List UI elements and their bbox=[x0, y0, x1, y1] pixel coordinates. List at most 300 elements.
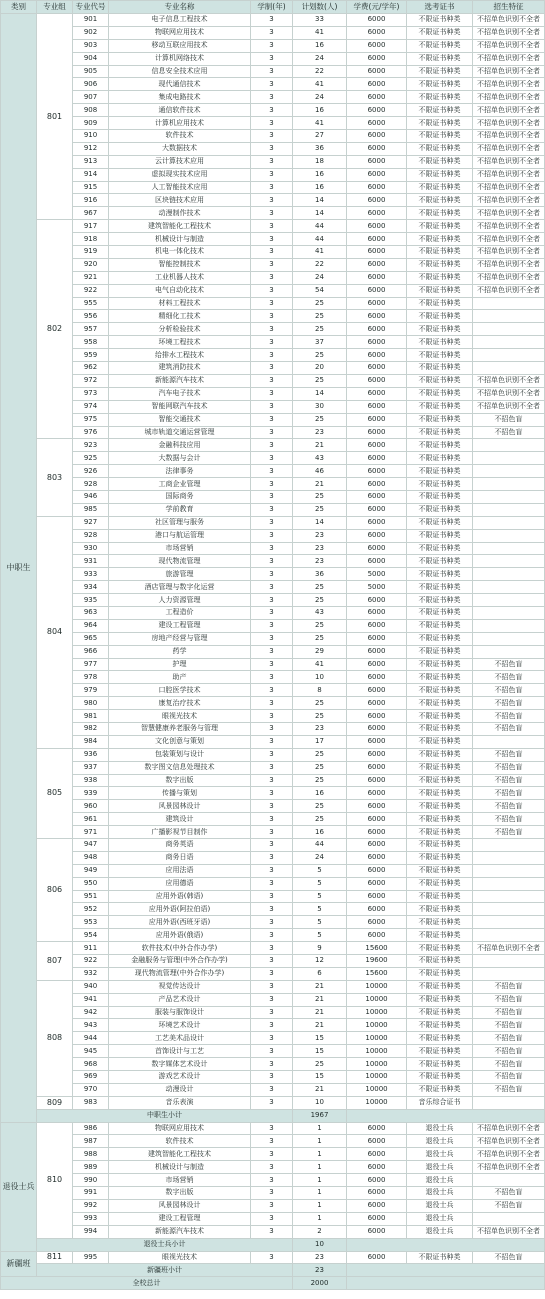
years-cell: 3 bbox=[251, 323, 293, 336]
certificate-cell: 退役士兵 bbox=[407, 1199, 473, 1212]
table-row bbox=[1, 168, 545, 181]
major-name-cell: 汽车电子技术 bbox=[109, 387, 251, 400]
restriction-cell bbox=[473, 864, 545, 877]
years-cell: 3 bbox=[251, 697, 293, 710]
restriction-cell: 不招色盲 bbox=[473, 748, 545, 761]
major-name-cell: 康复治疗技术 bbox=[109, 697, 251, 710]
restriction-cell bbox=[473, 1174, 545, 1187]
major-name-cell: 软件技术 bbox=[109, 1135, 251, 1148]
certificate-cell: 不限证书种类 bbox=[407, 65, 473, 78]
plan-count-cell: 21 bbox=[293, 1019, 347, 1032]
major-code-cell: 967 bbox=[73, 207, 109, 220]
table-row bbox=[1, 117, 545, 130]
certificate-cell: 不限证书种类 bbox=[407, 130, 473, 143]
certificate-cell: 退役士兵 bbox=[407, 1212, 473, 1225]
major-name-cell: 视觉传达设计 bbox=[109, 980, 251, 993]
group-cell: 807 bbox=[37, 942, 73, 981]
group-cell: 808 bbox=[37, 980, 73, 1096]
plan-count-cell: 25 bbox=[293, 349, 347, 362]
years-cell: 3 bbox=[251, 748, 293, 761]
restriction-cell: 不招单色识别不全者 bbox=[473, 168, 545, 181]
plan-count-cell: 41 bbox=[293, 26, 347, 39]
major-name-cell: 机电一体化技术 bbox=[109, 246, 251, 259]
tuition-cell: 6000 bbox=[347, 594, 407, 607]
major-code-cell: 987 bbox=[73, 1135, 109, 1148]
certificate-cell: 不限证书种类 bbox=[407, 413, 473, 426]
tuition-cell: 6000 bbox=[347, 800, 407, 813]
years-cell: 3 bbox=[251, 903, 293, 916]
major-code-cell: 954 bbox=[73, 929, 109, 942]
table-row bbox=[1, 813, 545, 826]
major-code-cell: 927 bbox=[73, 516, 109, 529]
major-code-cell: 912 bbox=[73, 142, 109, 155]
years-cell: 3 bbox=[251, 1251, 293, 1264]
certificate-cell: 不限证书种类 bbox=[407, 645, 473, 658]
years-cell: 3 bbox=[251, 39, 293, 52]
years-cell: 3 bbox=[251, 1225, 293, 1238]
years-cell: 3 bbox=[251, 1032, 293, 1045]
table-row bbox=[1, 439, 545, 452]
years-cell: 3 bbox=[251, 542, 293, 555]
certificate-cell: 不限证书种类 bbox=[407, 890, 473, 903]
years-cell: 3 bbox=[251, 117, 293, 130]
tuition-cell: 6000 bbox=[347, 310, 407, 323]
tuition-cell: 6000 bbox=[347, 426, 407, 439]
years-cell: 3 bbox=[251, 1083, 293, 1096]
restriction-cell: 不招单色识别不全者 bbox=[473, 26, 545, 39]
tuition-cell: 6000 bbox=[347, 851, 407, 864]
plan-count-cell: 37 bbox=[293, 336, 347, 349]
major-name-cell: 学前教育 bbox=[109, 503, 251, 516]
major-code-cell: 947 bbox=[73, 839, 109, 852]
restriction-cell bbox=[473, 490, 545, 503]
table-row bbox=[1, 490, 545, 503]
years-cell: 3 bbox=[251, 1058, 293, 1071]
years-cell: 3 bbox=[251, 310, 293, 323]
years-cell: 3 bbox=[251, 413, 293, 426]
table-row bbox=[1, 297, 545, 310]
tuition-cell: 6000 bbox=[347, 181, 407, 194]
certificate-cell: 不限证书种类 bbox=[407, 955, 473, 968]
major-code-cell: 946 bbox=[73, 490, 109, 503]
table-row bbox=[1, 374, 545, 387]
restriction-cell: 不招色盲 bbox=[473, 980, 545, 993]
major-code-cell: 928 bbox=[73, 478, 109, 491]
plan-count-cell: 23 bbox=[293, 1251, 347, 1264]
major-name-cell: 电气自动化技术 bbox=[109, 284, 251, 297]
major-code-cell: 903 bbox=[73, 39, 109, 52]
major-code-cell: 945 bbox=[73, 1045, 109, 1058]
category-cell: 新疆班 bbox=[1, 1251, 37, 1277]
certificate-cell: 不限证书种类 bbox=[407, 877, 473, 890]
plan-count-cell: 25 bbox=[293, 710, 347, 723]
major-code-cell: 907 bbox=[73, 91, 109, 104]
plan-count-cell: 44 bbox=[293, 839, 347, 852]
plan-count-cell: 41 bbox=[293, 117, 347, 130]
years-cell: 3 bbox=[251, 722, 293, 735]
restriction-cell: 不招单色识别不全者 bbox=[473, 1135, 545, 1148]
major-name-cell: 现代物流管理(中外合作办学) bbox=[109, 967, 251, 980]
plan-count-cell: 21 bbox=[293, 980, 347, 993]
years-cell: 3 bbox=[251, 1019, 293, 1032]
major-code-cell: 953 bbox=[73, 916, 109, 929]
major-code-cell: 993 bbox=[73, 1212, 109, 1225]
plan-count-cell: 44 bbox=[293, 220, 347, 233]
tuition-cell: 6000 bbox=[347, 490, 407, 503]
plan-count-cell: 23 bbox=[293, 555, 347, 568]
restriction-cell bbox=[473, 310, 545, 323]
table-row bbox=[1, 1032, 545, 1045]
tuition-cell: 6000 bbox=[347, 465, 407, 478]
plan-count-cell: 8 bbox=[293, 684, 347, 697]
tuition-cell: 6000 bbox=[347, 1225, 407, 1238]
certificate-cell: 不限证书种类 bbox=[407, 851, 473, 864]
certificate-cell: 不限证书种类 bbox=[407, 568, 473, 581]
table-row bbox=[1, 336, 545, 349]
years-cell: 3 bbox=[251, 26, 293, 39]
years-cell: 3 bbox=[251, 916, 293, 929]
plan-count-cell: 36 bbox=[293, 568, 347, 581]
major-code-cell: 994 bbox=[73, 1225, 109, 1238]
table-row bbox=[1, 310, 545, 323]
restriction-cell: 不招单色识别不全者 bbox=[473, 233, 545, 246]
plan-count-cell: 5 bbox=[293, 864, 347, 877]
years-cell: 3 bbox=[251, 581, 293, 594]
major-code-cell: 968 bbox=[73, 1058, 109, 1071]
table-row bbox=[1, 52, 545, 65]
major-name-cell: 工艺美术品设计 bbox=[109, 1032, 251, 1045]
tuition-cell: 6000 bbox=[347, 1148, 407, 1161]
certificate-cell: 不限证书种类 bbox=[407, 452, 473, 465]
tuition-cell: 6000 bbox=[347, 39, 407, 52]
certificate-cell: 不限证书种类 bbox=[407, 490, 473, 503]
major-name-cell: 环境工程技术 bbox=[109, 336, 251, 349]
tuition-cell: 6000 bbox=[347, 400, 407, 413]
restriction-cell: 不招色盲 bbox=[473, 774, 545, 787]
major-name-cell: 工程造价 bbox=[109, 606, 251, 619]
years-cell: 3 bbox=[251, 91, 293, 104]
major-code-cell: 906 bbox=[73, 78, 109, 91]
major-code-cell: 991 bbox=[73, 1187, 109, 1200]
certificate-cell: 不限证书种类 bbox=[407, 993, 473, 1006]
restriction-cell: 不招单色识别不全者 bbox=[473, 942, 545, 955]
major-name-cell: 药学 bbox=[109, 645, 251, 658]
plan-count-cell: 25 bbox=[293, 619, 347, 632]
table-row bbox=[1, 1212, 545, 1225]
major-code-cell: 982 bbox=[73, 722, 109, 735]
major-name-cell: 物联网应用技术 bbox=[109, 1122, 251, 1135]
restriction-cell bbox=[473, 542, 545, 555]
years-cell: 3 bbox=[251, 1045, 293, 1058]
tuition-cell: 6000 bbox=[347, 555, 407, 568]
major-code-cell: 980 bbox=[73, 697, 109, 710]
certificate-cell: 不限证书种类 bbox=[407, 426, 473, 439]
plan-count-cell: 16 bbox=[293, 826, 347, 839]
years-cell: 3 bbox=[251, 1122, 293, 1135]
major-code-cell: 963 bbox=[73, 606, 109, 619]
years-cell: 3 bbox=[251, 967, 293, 980]
table-row bbox=[1, 529, 545, 542]
major-code-cell: 948 bbox=[73, 851, 109, 864]
restriction-cell bbox=[473, 645, 545, 658]
header-certificate: 选考证书 bbox=[407, 1, 473, 14]
major-name-cell: 信息安全技术应用 bbox=[109, 65, 251, 78]
tuition-cell: 6000 bbox=[347, 362, 407, 375]
tuition-cell: 10000 bbox=[347, 1045, 407, 1058]
subtotal-value: 1967 bbox=[293, 1109, 347, 1122]
major-name-cell: 服装与服饰设计 bbox=[109, 1006, 251, 1019]
table-row bbox=[1, 1199, 545, 1212]
certificate-cell: 不限证书种类 bbox=[407, 503, 473, 516]
tuition-cell: 6000 bbox=[347, 26, 407, 39]
tuition-cell: 6000 bbox=[347, 671, 407, 684]
restriction-cell: 不招单色识别不全者 bbox=[473, 1161, 545, 1174]
years-cell: 3 bbox=[251, 52, 293, 65]
major-name-cell: 应用法语 bbox=[109, 864, 251, 877]
restriction-cell: 不招色盲 bbox=[473, 1071, 545, 1084]
plan-count-cell: 1 bbox=[293, 1148, 347, 1161]
restriction-cell bbox=[473, 606, 545, 619]
major-name-cell: 软件技术(中外合作办学) bbox=[109, 942, 251, 955]
total-value: 2000 bbox=[293, 1277, 347, 1290]
years-cell: 3 bbox=[251, 1199, 293, 1212]
restriction-cell bbox=[473, 839, 545, 852]
certificate-cell: 退役士兵 bbox=[407, 1122, 473, 1135]
restriction-cell: 不招单色识别不全者 bbox=[473, 284, 545, 297]
plan-count-cell: 25 bbox=[293, 774, 347, 787]
tuition-cell: 6000 bbox=[347, 142, 407, 155]
tuition-cell: 6000 bbox=[347, 658, 407, 671]
restriction-cell: 不招色盲 bbox=[473, 787, 545, 800]
restriction-cell: 不招色盲 bbox=[473, 413, 545, 426]
restriction-cell: 不招单色识别不全者 bbox=[473, 117, 545, 130]
years-cell: 3 bbox=[251, 710, 293, 723]
certificate-cell: 不限证书种类 bbox=[407, 516, 473, 529]
major-code-cell: 935 bbox=[73, 594, 109, 607]
plan-count-cell: 2 bbox=[293, 1225, 347, 1238]
tuition-cell: 6000 bbox=[347, 722, 407, 735]
restriction-cell: 不招色盲 bbox=[473, 1083, 545, 1096]
restriction-cell: 不招单色识别不全者 bbox=[473, 387, 545, 400]
years-cell: 3 bbox=[251, 980, 293, 993]
major-name-cell: 数字出版 bbox=[109, 1187, 251, 1200]
plan-count-cell: 24 bbox=[293, 52, 347, 65]
plan-count-cell: 5 bbox=[293, 916, 347, 929]
years-cell: 3 bbox=[251, 1096, 293, 1109]
table-row bbox=[1, 142, 545, 155]
restriction-cell bbox=[473, 851, 545, 864]
major-name-cell: 新能源汽车技术 bbox=[109, 374, 251, 387]
table-row bbox=[1, 349, 545, 362]
plan-count-cell: 10 bbox=[293, 671, 347, 684]
major-name-cell: 计算机应用技术 bbox=[109, 117, 251, 130]
plan-count-cell: 14 bbox=[293, 194, 347, 207]
plan-count-cell: 16 bbox=[293, 181, 347, 194]
table-row bbox=[1, 761, 545, 774]
restriction-cell bbox=[473, 890, 545, 903]
table-row bbox=[1, 722, 545, 735]
major-name-cell: 新能源汽车技术 bbox=[109, 1225, 251, 1238]
plan-count-cell: 41 bbox=[293, 78, 347, 91]
table-row bbox=[1, 452, 545, 465]
major-code-cell: 990 bbox=[73, 1174, 109, 1187]
tuition-cell: 6000 bbox=[347, 271, 407, 284]
years-cell: 3 bbox=[251, 632, 293, 645]
major-name-cell: 现代物流管理 bbox=[109, 555, 251, 568]
tuition-cell: 5000 bbox=[347, 568, 407, 581]
major-name-cell: 动漫设计 bbox=[109, 1083, 251, 1096]
major-code-cell: 930 bbox=[73, 542, 109, 555]
certificate-cell: 不限证书种类 bbox=[407, 207, 473, 220]
table-row bbox=[1, 478, 545, 491]
restriction-cell: 不招色盲 bbox=[473, 722, 545, 735]
certificate-cell: 不限证书种类 bbox=[407, 929, 473, 942]
table-body bbox=[1, 14, 545, 1290]
restriction-cell: 不招色盲 bbox=[473, 710, 545, 723]
major-code-cell: 992 bbox=[73, 1199, 109, 1212]
plan-count-cell: 9 bbox=[293, 942, 347, 955]
major-name-cell: 动漫制作技术 bbox=[109, 207, 251, 220]
total-filler bbox=[347, 1277, 545, 1290]
major-code-cell: 915 bbox=[73, 181, 109, 194]
table-row bbox=[1, 155, 545, 168]
major-name-cell: 首饰设计与工艺 bbox=[109, 1045, 251, 1058]
certificate-cell: 退役士兵 bbox=[407, 1174, 473, 1187]
restriction-cell bbox=[473, 1096, 545, 1109]
table-row bbox=[1, 877, 545, 890]
tuition-cell: 6000 bbox=[347, 284, 407, 297]
major-code-cell: 978 bbox=[73, 671, 109, 684]
tuition-cell: 6000 bbox=[347, 246, 407, 259]
major-name-cell: 广播影视节目制作 bbox=[109, 826, 251, 839]
major-code-cell: 971 bbox=[73, 826, 109, 839]
table-row bbox=[1, 207, 545, 220]
table-row bbox=[1, 1251, 545, 1264]
table-row bbox=[1, 516, 545, 529]
restriction-cell: 不招色盲 bbox=[473, 684, 545, 697]
table-row bbox=[1, 864, 545, 877]
restriction-cell: 不招单色识别不全者 bbox=[473, 104, 545, 117]
tuition-cell: 6000 bbox=[347, 697, 407, 710]
total-label: 全校总计 bbox=[1, 1277, 293, 1290]
plan-count-cell: 25 bbox=[293, 503, 347, 516]
major-name-cell: 机械设计与制造 bbox=[109, 233, 251, 246]
major-code-cell: 995 bbox=[73, 1251, 109, 1264]
plan-count-cell: 25 bbox=[293, 413, 347, 426]
restriction-cell bbox=[473, 349, 545, 362]
plan-count-cell: 1 bbox=[293, 1187, 347, 1200]
tuition-cell: 6000 bbox=[347, 233, 407, 246]
years-cell: 3 bbox=[251, 864, 293, 877]
years-cell: 3 bbox=[251, 194, 293, 207]
years-cell: 3 bbox=[251, 555, 293, 568]
plan-count-cell: 5 bbox=[293, 877, 347, 890]
tuition-cell: 6000 bbox=[347, 258, 407, 271]
major-name-cell: 智能交通技术 bbox=[109, 413, 251, 426]
years-cell: 3 bbox=[251, 349, 293, 362]
tuition-cell: 6000 bbox=[347, 787, 407, 800]
certificate-cell: 不限证书种类 bbox=[407, 761, 473, 774]
restriction-cell bbox=[473, 916, 545, 929]
certificate-cell: 不限证书种类 bbox=[407, 271, 473, 284]
restriction-cell: 不招色盲 bbox=[473, 426, 545, 439]
major-code-cell: 957 bbox=[73, 323, 109, 336]
plan-count-cell: 25 bbox=[293, 632, 347, 645]
certificate-cell: 退役士兵 bbox=[407, 1148, 473, 1161]
major-code-cell: 904 bbox=[73, 52, 109, 65]
restriction-cell: 不招色盲 bbox=[473, 658, 545, 671]
major-code-cell: 949 bbox=[73, 864, 109, 877]
major-name-cell: 商务英语 bbox=[109, 839, 251, 852]
restriction-cell: 不招色盲 bbox=[473, 761, 545, 774]
major-code-cell: 961 bbox=[73, 813, 109, 826]
years-cell: 3 bbox=[251, 735, 293, 748]
table-row bbox=[1, 581, 545, 594]
years-cell: 3 bbox=[251, 1187, 293, 1200]
major-name-cell: 应用外语(西班牙语) bbox=[109, 916, 251, 929]
major-code-cell: 909 bbox=[73, 117, 109, 130]
restriction-cell: 不招单色识别不全者 bbox=[473, 130, 545, 143]
major-code-cell: 920 bbox=[73, 258, 109, 271]
table-row bbox=[1, 955, 545, 968]
major-name-cell: 大数据技术 bbox=[109, 142, 251, 155]
years-cell: 3 bbox=[251, 1006, 293, 1019]
certificate-cell: 不限证书种类 bbox=[407, 787, 473, 800]
major-name-cell: 法律事务 bbox=[109, 465, 251, 478]
restriction-cell: 不招单色识别不全者 bbox=[473, 271, 545, 284]
plan-count-cell: 25 bbox=[293, 761, 347, 774]
category-cell: 退役士兵 bbox=[1, 1122, 37, 1251]
subtotal-label: 退役士兵小计 bbox=[37, 1238, 293, 1251]
plan-count-cell: 1 bbox=[293, 1212, 347, 1225]
years-cell: 3 bbox=[251, 78, 293, 91]
plan-count-cell: 15 bbox=[293, 1032, 347, 1045]
table-row bbox=[1, 233, 545, 246]
table-row bbox=[1, 91, 545, 104]
years-cell: 3 bbox=[251, 220, 293, 233]
restriction-cell bbox=[473, 594, 545, 607]
subtotal-row bbox=[1, 1238, 545, 1251]
major-code-cell: 905 bbox=[73, 65, 109, 78]
major-name-cell: 市场营销 bbox=[109, 1174, 251, 1187]
major-name-cell: 智能网联汽车技术 bbox=[109, 400, 251, 413]
major-name-cell: 眼视光技术 bbox=[109, 710, 251, 723]
major-code-cell: 917 bbox=[73, 220, 109, 233]
certificate-cell: 音乐综合证书 bbox=[407, 1096, 473, 1109]
tuition-cell: 6000 bbox=[347, 903, 407, 916]
table-row bbox=[1, 542, 545, 555]
certificate-cell: 不限证书种类 bbox=[407, 839, 473, 852]
plan-count-cell: 25 bbox=[293, 490, 347, 503]
restriction-cell bbox=[473, 903, 545, 916]
plan-count-cell: 24 bbox=[293, 271, 347, 284]
years-cell: 3 bbox=[251, 774, 293, 787]
years-cell: 3 bbox=[251, 155, 293, 168]
restriction-cell: 不招色盲 bbox=[473, 813, 545, 826]
certificate-cell: 不限证书种类 bbox=[407, 774, 473, 787]
certificate-cell: 不限证书种类 bbox=[407, 581, 473, 594]
plan-count-cell: 21 bbox=[293, 993, 347, 1006]
major-name-cell: 眼视光技术 bbox=[109, 1251, 251, 1264]
tuition-cell: 6000 bbox=[347, 503, 407, 516]
certificate-cell: 不限证书种类 bbox=[407, 658, 473, 671]
tuition-cell: 6000 bbox=[347, 14, 407, 27]
table-row bbox=[1, 710, 545, 723]
years-cell: 3 bbox=[251, 929, 293, 942]
tuition-cell: 6000 bbox=[347, 78, 407, 91]
restriction-cell bbox=[473, 581, 545, 594]
table-row bbox=[1, 1083, 545, 1096]
